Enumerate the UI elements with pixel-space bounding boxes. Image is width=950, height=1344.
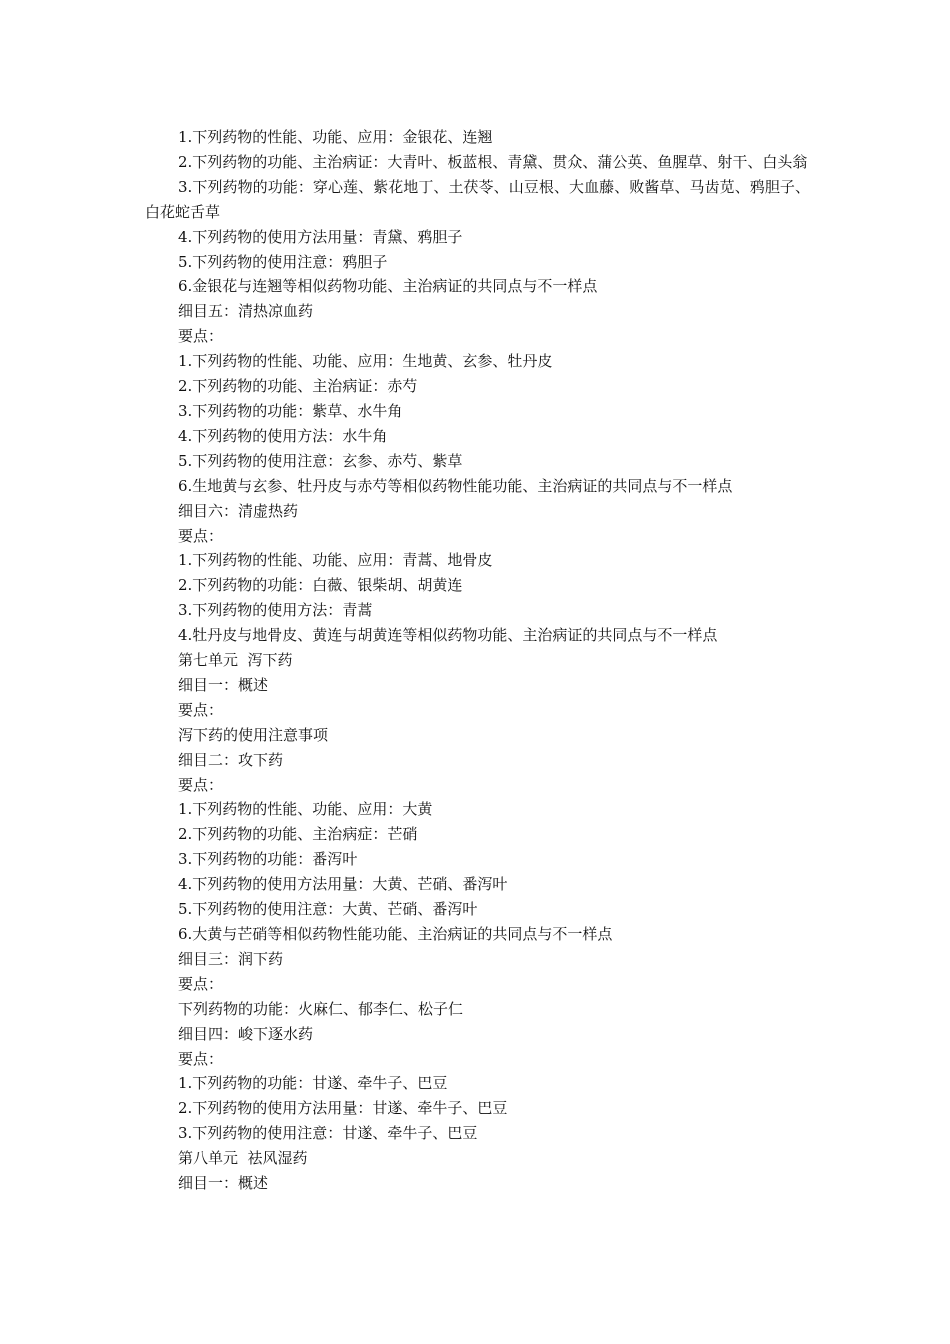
text-line: 4.牡丹皮与地骨皮、黄连与胡黄连等相似药物功能、主治病证的共同点与不一样点 — [178, 626, 718, 645]
text-line: 细目一：概述 — [178, 675, 269, 694]
text-line: 细目四：峻下逐水药 — [178, 1024, 314, 1043]
text-line: 1.下列药物的性能、功能、应用：大黄 — [178, 800, 433, 819]
text-line: 3.下列药物的功能：紫草、水牛角 — [178, 401, 403, 420]
text-line: 细目二：攻下药 — [178, 750, 284, 769]
text-line: 要点： — [178, 327, 224, 346]
text-line: 1.下列药物的功能：甘遂、牵牛子、巴豆 — [178, 1074, 448, 1093]
text-line: 1.下列药物的性能、功能、应用：生地黄、玄参、牡丹皮 — [178, 352, 553, 371]
text-line: 细目三：润下药 — [178, 949, 284, 968]
document-body — [145, 125, 810, 1196]
text-line: 细目五：清热凉血药 — [178, 302, 314, 321]
text-line: 4.下列药物的使用方法用量：大黄、芒硝、番泻叶 — [178, 875, 508, 894]
text-line: 要点： — [178, 526, 224, 545]
text-line: 泻下药的使用注意事项 — [178, 725, 329, 744]
text-line: 1.下列药物的性能、功能、应用：金银花、连翘 — [178, 128, 493, 146]
text-line: 要点： — [178, 700, 224, 719]
text-line: 6.生地黄与玄参、牡丹皮与赤芍等相似药物性能功能、主治病证的共同点与不一样点 — [178, 476, 733, 495]
text-line: 5.下列药物的使用注意：玄参、赤芍、紫草 — [178, 451, 463, 470]
text-line: 3.下列药物的功能：穿心莲、紫花地丁、土茯苓、山豆根、大血藤、败酱草、马齿苋、鸦胆子、白花蛇舌草 — [145, 177, 810, 221]
text-line: 3.下列药物的使用方法：青蒿 — [178, 601, 373, 620]
text-line: 5.下列药物的使用注意：鸦胆子 — [178, 252, 388, 271]
text-line: 4.下列药物的使用方法：水牛角 — [178, 426, 388, 445]
text-line: 3.下列药物的使用注意：甘遂、牵牛子、巴豆 — [178, 1124, 478, 1143]
text-line: 3.下列药物的功能：番泻叶 — [178, 850, 358, 869]
text-line: 要点： — [178, 1049, 224, 1068]
text-line: 1.下列药物的性能、功能、应用：青蒿、地骨皮 — [178, 551, 493, 570]
text-line: 6.大黄与芒硝等相似药物性能功能、主治病证的共同点与不一样点 — [178, 925, 613, 943]
text-line: 要点： — [178, 775, 224, 794]
text-line: 细目六：清虚热药 — [178, 501, 299, 520]
text-line: 2.下列药物的使用方法用量：甘遂、牵牛子、巴豆 — [178, 1099, 508, 1118]
text-line: 要点： — [178, 974, 224, 993]
text-line: 第八单元 祛风湿药 — [178, 1149, 308, 1168]
text-line: 2.下列药物的功能、主治病证：大青叶、板蓝根、青黛、贯众、蒲公英、鱼腥草、射干、白头翁 — [178, 152, 808, 171]
text-line: 2.下列药物的功能、主治病症：芒硝 — [178, 825, 418, 844]
text-line: 细目一：概述 — [178, 1174, 269, 1193]
text-line: 2.下列药物的功能、主治病证：赤芍 — [178, 377, 418, 396]
text-line: 5.下列药物的使用注意：大黄、芒硝、番泻叶 — [178, 900, 478, 919]
text-line: 下列药物的功能：火麻仁、郁李仁、松子仁 — [178, 999, 464, 1018]
text-line: 2.下列药物的功能：白薇、银柴胡、胡黄连 — [178, 576, 463, 595]
text-line: 第七单元 泻下药 — [178, 651, 293, 670]
text-line: 6.金银花与连翘等相似药物功能、主治病证的共同点与不一样点 — [178, 277, 598, 296]
text-line: 4.下列药物的使用方法用量：青黛、鸦胆子 — [178, 227, 463, 246]
